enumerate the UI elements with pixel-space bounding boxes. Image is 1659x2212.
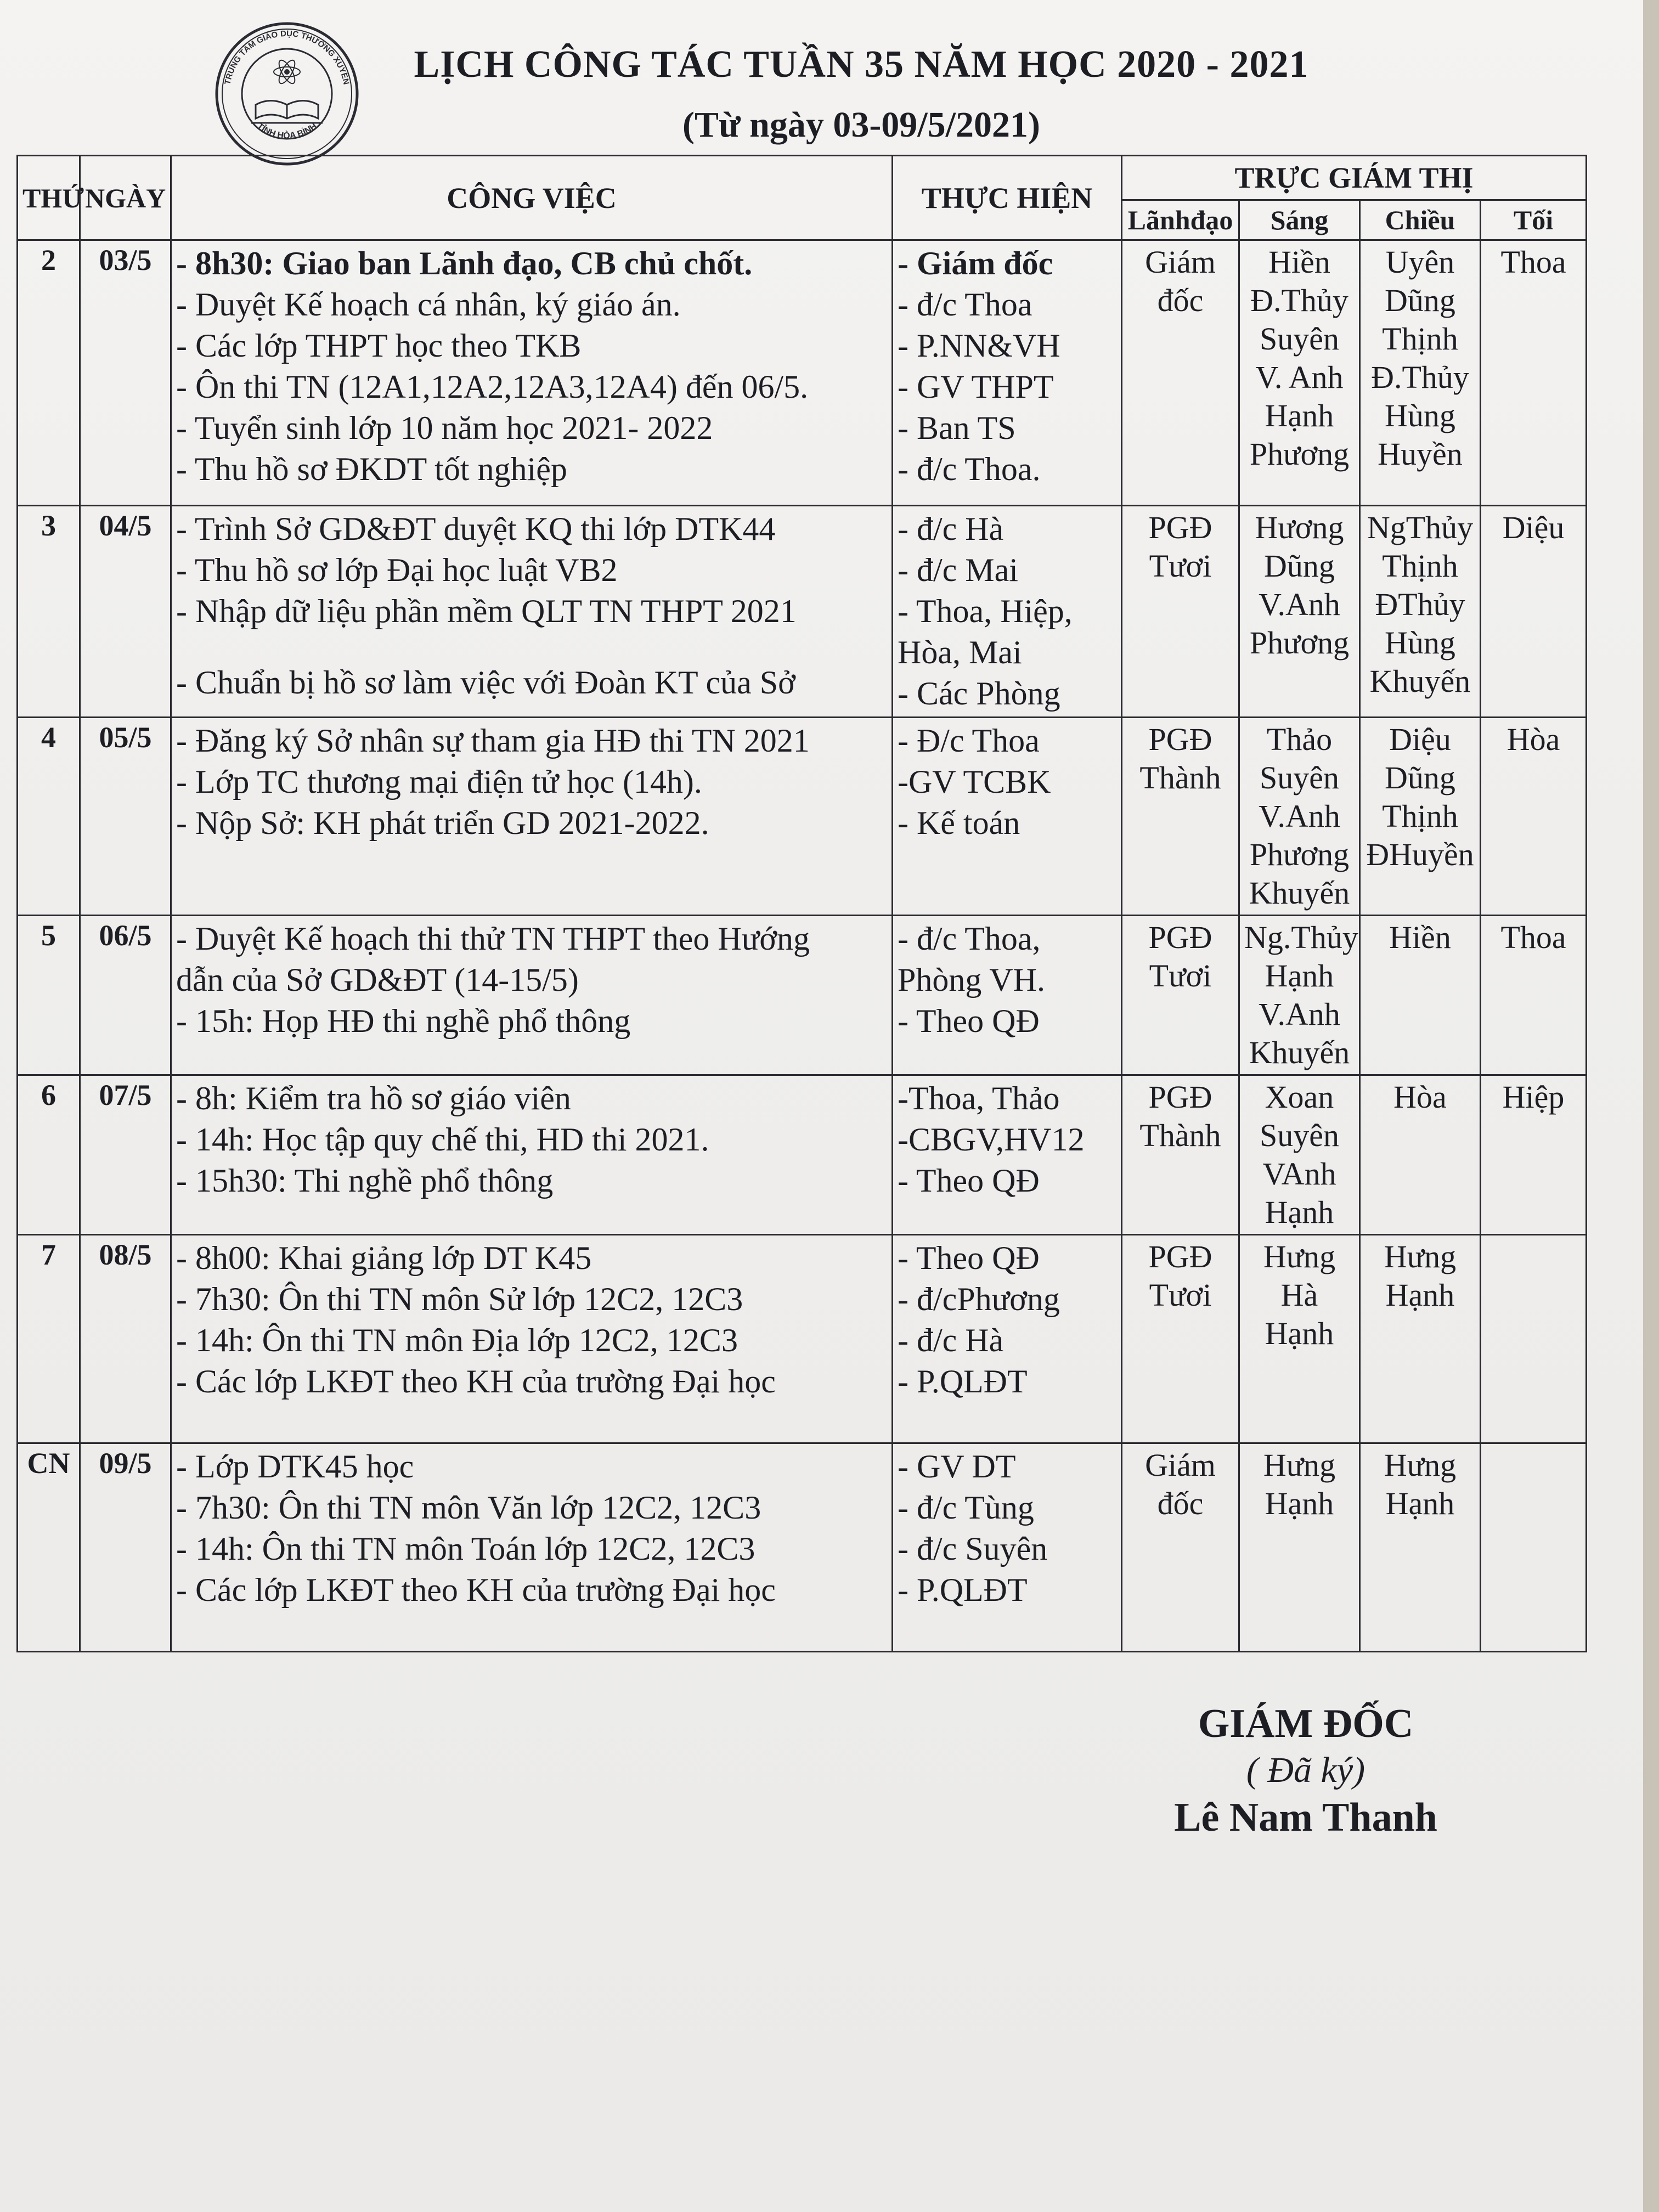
atom-icon <box>274 58 300 86</box>
duty-name: Đ.Thủy <box>1250 283 1348 318</box>
afternoon-cell <box>1360 916 1481 1075</box>
duty-name: Dũng <box>1385 760 1455 795</box>
duty-name: Giám <box>1145 244 1216 280</box>
table-row <box>18 1443 1587 1652</box>
duty-name: V.Anh <box>1259 586 1340 622</box>
header-evening: Tối <box>1481 200 1587 240</box>
task-line: - Duyệt Kế hoạch cá nhân, ký giáo án. <box>176 286 681 323</box>
exec-line: - đ/c Thoa. <box>898 451 1041 487</box>
day-cell: CN <box>18 1443 80 1652</box>
day-cell: 2 <box>18 240 80 506</box>
duty-name: đốc <box>1157 1486 1204 1521</box>
organization-seal <box>213 20 361 168</box>
duty-name: Khuyến <box>1249 1035 1350 1070</box>
duty-name: Giám <box>1145 1447 1216 1483</box>
duty-name: Hòa <box>1393 1079 1447 1115</box>
task-line: - 14h: Ôn thi TN môn Địa lớp 12C2, 12C3 <box>176 1322 738 1358</box>
duty-name: Hương <box>1255 510 1344 545</box>
task-line: - 14h: Học tập quy chế thi, HD thi 2021. <box>176 1121 709 1158</box>
exec-line: - Các Phòng <box>898 675 1060 712</box>
day-cell: 4 <box>18 718 80 916</box>
duty-name: Hạnh <box>1265 1194 1334 1230</box>
evening-cell <box>1481 506 1587 718</box>
date-cell: 06/5 <box>80 916 171 1075</box>
exec-line: - GV THPT <box>898 369 1054 405</box>
day-cell: 5 <box>18 916 80 1075</box>
exec-line: - Kế toán <box>898 805 1020 841</box>
duty-name: PGĐ <box>1148 919 1212 955</box>
task-line: - Chuẩn bị hồ sơ làm việc với Đoàn KT của Sở <box>176 664 795 701</box>
exec-cell <box>893 718 1122 916</box>
task-line: - Các lớp LKĐT theo KH của trường Đại học <box>176 1363 776 1400</box>
header-afternoon: Chiều <box>1360 200 1481 240</box>
duty-name: Thảo <box>1266 721 1333 757</box>
exec-line: - đ/c Tùng <box>898 1489 1034 1526</box>
morning-cell <box>1239 240 1360 506</box>
duty-name: Tươi <box>1149 548 1212 584</box>
table-row <box>18 1235 1587 1443</box>
exec-line: Phòng VH. <box>898 962 1045 998</box>
leader-cell <box>1122 1235 1239 1443</box>
duty-name: VAnh <box>1262 1156 1336 1192</box>
date-cell: 08/5 <box>80 1235 171 1443</box>
task-line: - 15h: Họp HĐ thi nghề phổ thông <box>176 1003 631 1039</box>
exec-line: - Theo QĐ <box>898 1240 1040 1276</box>
exec-line: - đ/c Hà <box>898 1322 1004 1358</box>
duty-name: Hạnh <box>1265 958 1334 994</box>
evening-cell <box>1481 240 1587 506</box>
task-line: - Đăng ký Sở nhân sự tham gia HĐ thi TN 2021 <box>176 723 810 759</box>
duty-name: V.Anh <box>1259 996 1340 1032</box>
duty-name: Thành <box>1139 760 1221 795</box>
header-leader: Lãnhđạo <box>1122 200 1239 240</box>
date-cell: 07/5 <box>80 1075 171 1235</box>
table-row <box>18 718 1587 916</box>
leader-cell <box>1122 916 1239 1075</box>
duty-name: Hiền <box>1389 919 1451 955</box>
task-line: - Lớp DTK45 học <box>176 1448 414 1485</box>
exec-line: -Thoa, Thảo <box>898 1080 1060 1116</box>
duty-name: Hà <box>1280 1277 1318 1313</box>
tasks-cell <box>171 1075 893 1235</box>
duty-name: PGĐ <box>1148 1239 1212 1274</box>
duty-name: Thịnh <box>1382 321 1458 357</box>
exec-line: - đ/c Suyên <box>898 1531 1048 1567</box>
duty-name: Suyên <box>1260 321 1339 357</box>
leader-cell <box>1122 506 1239 718</box>
morning-cell <box>1239 1443 1360 1652</box>
leader-cell <box>1122 718 1239 916</box>
exec-line: - đ/c Hà <box>898 511 1004 547</box>
duty-name: Hưng <box>1384 1239 1457 1274</box>
duty-name: Ng.Thủy <box>1244 919 1358 955</box>
duty-name: Thoa <box>1500 244 1566 280</box>
seal-text-bottom: TỈNH HÒA BÌNH <box>255 121 319 141</box>
exec-line: - Theo QĐ <box>898 1163 1040 1199</box>
duty-name: Hưng <box>1263 1447 1336 1483</box>
tasks-cell <box>171 240 893 506</box>
duty-name: Hạnh <box>1265 1316 1334 1351</box>
exec-cell <box>893 1075 1122 1235</box>
duty-name: Hạnh <box>1265 1486 1334 1521</box>
signature-role: GIÁM ĐỐC <box>1198 1701 1414 1746</box>
day-cell: 3 <box>18 506 80 718</box>
exec-line: - đ/c Mai <box>898 552 1018 588</box>
evening-cell <box>1481 1443 1587 1652</box>
table-row <box>18 1075 1587 1235</box>
duty-name: Hiệp <box>1502 1079 1565 1115</box>
duty-name: Hòa <box>1506 721 1560 757</box>
task-line: - Ôn thi TN (12A1,12A2,12A3,12A4) đến 06/5. <box>176 369 809 405</box>
duty-name: Hưng <box>1263 1239 1336 1274</box>
svg-text:TỈNH HÒA BÌNH <box>255 122 319 141</box>
exec-line: Hòa, Mai <box>898 634 1022 670</box>
duty-name: Khuyến <box>1369 663 1471 699</box>
duty-name: Hùng <box>1385 625 1455 661</box>
evening-cell <box>1481 916 1587 1075</box>
duty-name: Suyên <box>1260 760 1339 795</box>
leader-cell <box>1122 1443 1239 1652</box>
duty-name: Tươi <box>1149 958 1212 994</box>
table-row <box>18 916 1587 1075</box>
exec-cell <box>893 506 1122 718</box>
evening-cell <box>1481 1075 1587 1235</box>
tasks-cell <box>171 916 893 1075</box>
exec-line: - đ/cPhương <box>898 1281 1060 1317</box>
exec-cell <box>893 1235 1122 1443</box>
duty-name: Thịnh <box>1382 798 1458 834</box>
task-line: - Nhập dữ liệu phần mềm QLT TN THPT 2021 <box>176 593 797 629</box>
signature-note: ( Đã ký) <box>1246 1750 1365 1790</box>
header-date: NGÀY <box>80 156 171 240</box>
duty-name: PGĐ <box>1148 721 1212 757</box>
exec-line: - P.NN&VH <box>898 328 1060 364</box>
header-morning: Sáng <box>1239 200 1360 240</box>
exec-line: - Giám đốc <box>898 245 1053 281</box>
header-tasks: CÔNG VIỆC <box>171 156 893 240</box>
duty-name: Huyền <box>1378 436 1463 472</box>
afternoon-cell <box>1360 240 1481 506</box>
open-book-icon <box>251 101 323 123</box>
duty-name: ĐHuyền <box>1366 837 1474 872</box>
duty-name: PGĐ <box>1148 510 1212 545</box>
exec-line: - P.QLĐT <box>898 1363 1028 1400</box>
task-line: - 8h30: Giao ban Lãnh đạo, CB chủ chốt. <box>176 245 753 281</box>
duty-name: Phương <box>1249 436 1350 472</box>
exec-line: - Ban TS <box>898 410 1016 446</box>
exec-line: - P.QLĐT <box>898 1572 1028 1608</box>
afternoon-cell <box>1360 1075 1481 1235</box>
duty-name: Tươi <box>1149 1277 1212 1313</box>
duty-name: ĐThủy <box>1375 586 1465 622</box>
header-exec: THỰC HIỆN <box>893 156 1122 240</box>
task-line: - 8h: Kiểm tra hồ sơ giáo viên <box>176 1080 571 1116</box>
duty-name: Hùng <box>1385 398 1455 433</box>
date-range: (Từ ngày 03-09/5/2021) <box>682 105 1040 145</box>
task-line: - Thu hồ sơ ĐKDT tốt nghiệp <box>176 451 567 487</box>
duty-name: Đ.Thủy <box>1371 359 1469 395</box>
header-day: THỨ <box>18 156 80 240</box>
afternoon-cell <box>1360 718 1481 916</box>
duty-name: đốc <box>1157 283 1204 318</box>
task-line: - Các lớp LKĐT theo KH của trường Đại học <box>176 1572 776 1608</box>
task-line: - Thu hồ sơ lớp Đại học luật VB2 <box>176 552 618 588</box>
task-line: - Tuyển sinh lớp 10 năm học 2021- 2022 <box>176 410 713 446</box>
task-line: - Trình Sở GD&ĐT duyệt KQ thi lớp DTK44 <box>176 511 776 547</box>
duty-name: Hưng <box>1384 1447 1457 1483</box>
duty-name: Diệu <box>1502 510 1565 545</box>
duty-name: Phương <box>1249 625 1350 661</box>
duty-name: Phương <box>1249 837 1350 872</box>
duty-name: Dũng <box>1385 283 1455 318</box>
signature-block <box>1141 1701 1470 1841</box>
afternoon-cell <box>1360 1235 1481 1443</box>
morning-cell <box>1239 506 1360 718</box>
duty-name: V. Anh <box>1255 359 1344 395</box>
duty-name: Uyên <box>1385 244 1455 280</box>
exec-cell <box>893 240 1122 506</box>
date-cell: 04/5 <box>80 506 171 718</box>
document-title: LỊCH CÔNG TÁC TUẦN 35 NĂM HỌC 2020 - 2021 <box>414 43 1309 86</box>
table-row <box>18 506 1587 718</box>
tasks-cell <box>171 718 893 916</box>
task-line: - Nộp Sở: KH phát triển GD 2021-2022. <box>176 805 709 841</box>
duty-name: Diệu <box>1389 721 1451 757</box>
signature-name: Lê Nam Thanh <box>1174 1795 1437 1840</box>
afternoon-cell <box>1360 506 1481 718</box>
task-line: - 15h30: Thi nghề phổ thông <box>176 1163 554 1199</box>
task-line: - Các lớp THPT học theo TKB <box>176 328 582 364</box>
date-cell: 03/5 <box>80 240 171 506</box>
task-line: - 7h30: Ôn thi TN môn Văn lớp 12C2, 12C3 <box>176 1489 761 1526</box>
duty-name: NgThủy <box>1367 510 1474 545</box>
tasks-cell <box>171 1443 893 1652</box>
evening-cell <box>1481 718 1587 916</box>
exec-line: - Đ/c Thoa <box>898 723 1040 759</box>
seal-text-top: TRUNG TÂM GIÁO DỤC THƯỜNG XUYÊN <box>223 29 351 86</box>
morning-cell <box>1239 1235 1360 1443</box>
duty-name: PGĐ <box>1148 1079 1212 1115</box>
morning-cell <box>1239 718 1360 916</box>
exec-line: - Thoa, Hiệp, <box>898 593 1073 629</box>
exec-line: -CBGV,HV12 <box>898 1121 1085 1158</box>
task-line: - 7h30: Ôn thi TN môn Sử lớp 12C2, 12C3 <box>176 1281 743 1317</box>
table-row <box>18 240 1587 506</box>
exec-cell <box>893 1443 1122 1652</box>
tasks-cell <box>171 1235 893 1443</box>
duty-name: Khuyến <box>1249 875 1350 911</box>
leader-cell <box>1122 1075 1239 1235</box>
duty-name: Hiền <box>1268 244 1330 280</box>
duty-name: Thành <box>1139 1118 1221 1153</box>
header-duty: TRỰC GIÁM THỊ <box>1122 156 1587 200</box>
exec-line: - đ/c Thoa <box>898 286 1032 323</box>
exec-line: - Theo QĐ <box>898 1003 1040 1039</box>
duty-name: Thịnh <box>1382 548 1458 584</box>
duty-name: V.Anh <box>1259 798 1340 834</box>
duty-name: Hạnh <box>1385 1486 1455 1521</box>
task-line: - Lớp TC thương mại điện tử học (14h). <box>176 764 702 800</box>
morning-cell <box>1239 1075 1360 1235</box>
evening-cell <box>1481 1235 1587 1443</box>
exec-line: - GV DT <box>898 1448 1016 1485</box>
day-cell: 6 <box>18 1075 80 1235</box>
duty-name: Hạnh <box>1265 398 1334 433</box>
task-line: - 8h00: Khai giảng lớp DT K45 <box>176 1240 592 1276</box>
morning-cell <box>1239 916 1360 1075</box>
afternoon-cell <box>1360 1443 1481 1652</box>
duty-name: Xoan <box>1265 1079 1334 1115</box>
day-cell: 7 <box>18 1235 80 1443</box>
exec-line: -GV TCBK <box>898 764 1051 800</box>
date-cell: 05/5 <box>80 718 171 916</box>
duty-name: Hạnh <box>1385 1277 1455 1313</box>
task-line: - 14h: Ôn thi TN môn Toán lớp 12C2, 12C3 <box>176 1531 755 1567</box>
weekly-schedule-table <box>16 155 1587 1652</box>
duty-name: Thoa <box>1500 919 1566 955</box>
date-cell: 09/5 <box>80 1443 171 1652</box>
task-line: dẫn của Sở GD&ĐT (14-15/5) <box>176 962 579 998</box>
leader-cell <box>1122 240 1239 506</box>
task-line: - Duyệt Kế hoạch thi thử TN THPT theo Hướng <box>176 921 810 957</box>
tasks-cell <box>171 506 893 718</box>
exec-cell <box>893 916 1122 1075</box>
exec-line: - đ/c Thoa, <box>898 921 1041 957</box>
duty-name: Suyên <box>1260 1118 1339 1153</box>
duty-name: Dũng <box>1264 548 1335 584</box>
